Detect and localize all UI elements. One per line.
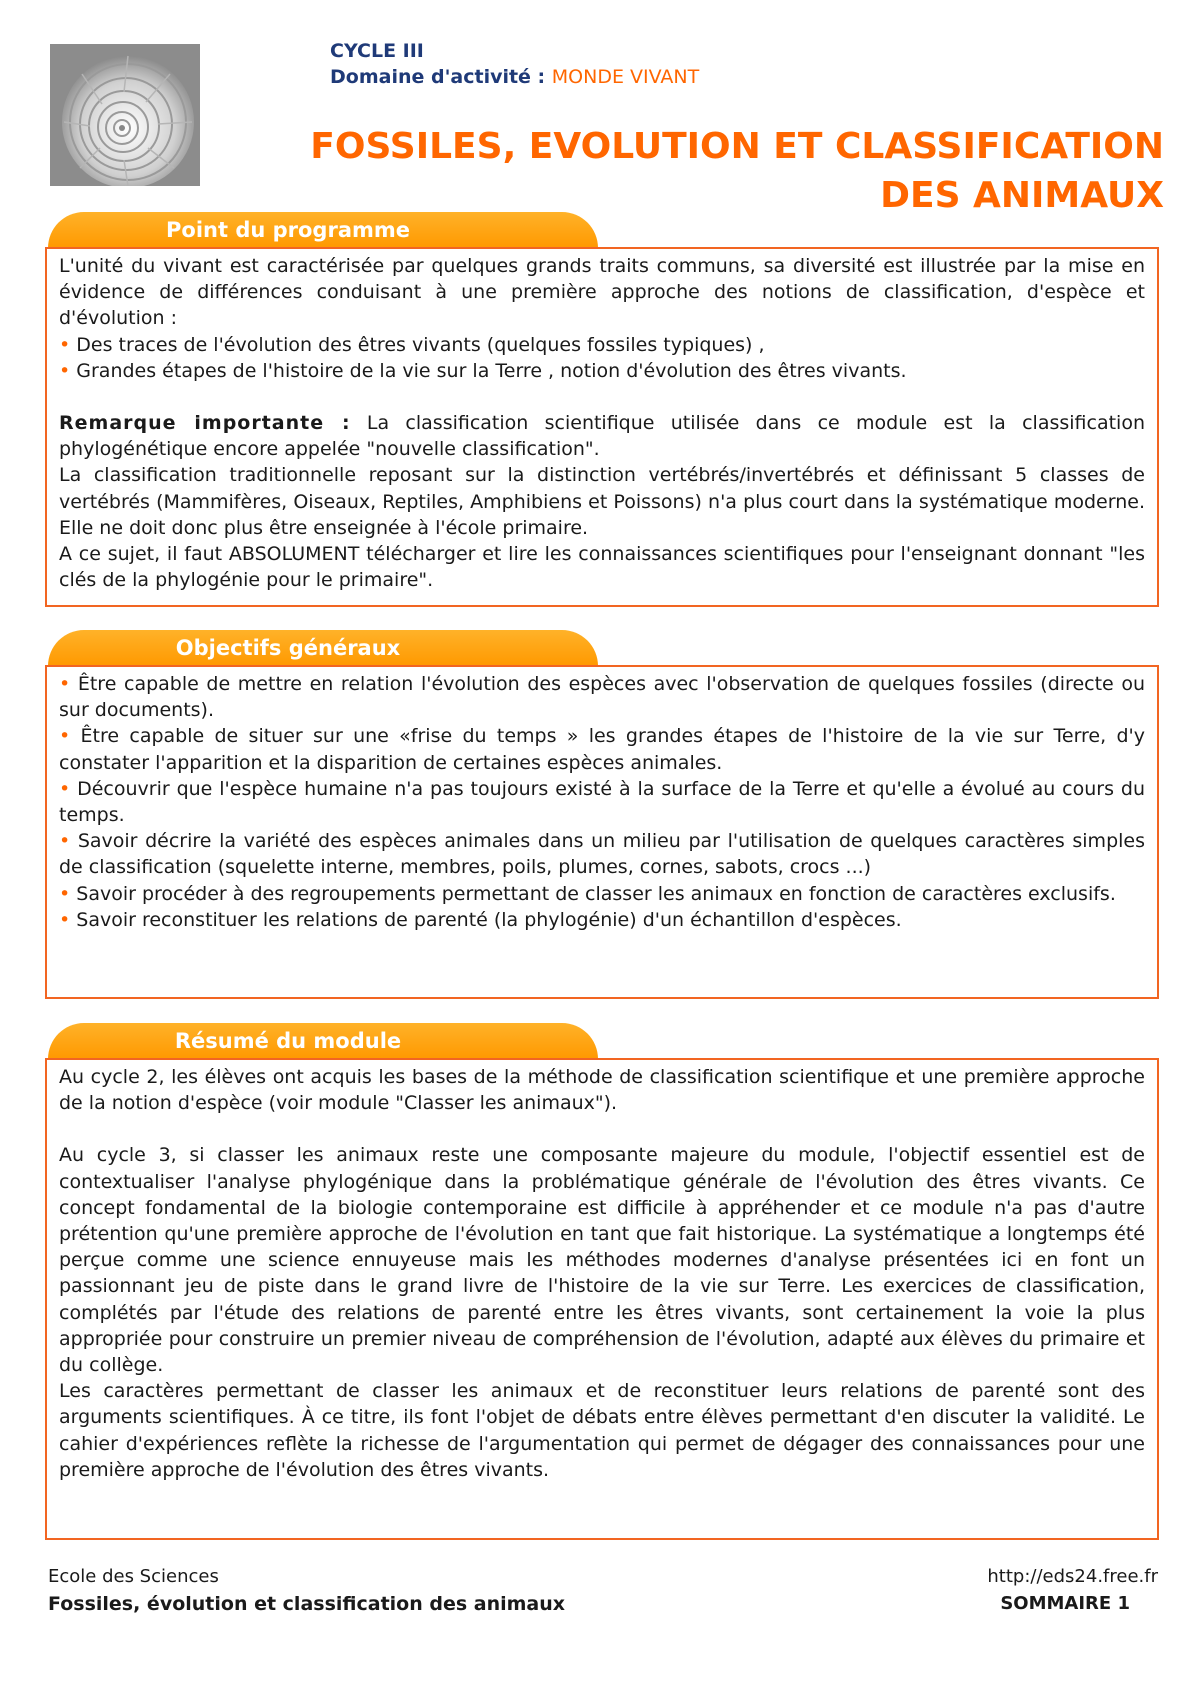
list-item-text: Savoir décrire la variété des espèces animales dans un milieu par l'utilisation de quelques caractères simples de classification (squelette interne, membres, poils, plumes, cornes, sabots, crocs ...) xyxy=(59,830,1145,879)
list-item xyxy=(59,828,1145,880)
spiral-shell-icon xyxy=(50,44,200,186)
bullet: • xyxy=(59,673,71,695)
footer-page: SOMMAIRE 1 xyxy=(1000,1593,1130,1614)
list-item xyxy=(59,723,1145,775)
list-item-text: Découvrir que l'espèce humaine n'a pas toujours existé à la surface de la Terre et qu'elle a évolué au cours du temps. xyxy=(59,777,1145,827)
list-item-text: Être capable de mettre en relation l'évolution des espèces avec l'observation de quelques fossiles (directe ou sur documents). xyxy=(59,673,1146,722)
list-item xyxy=(59,671,1145,723)
section-objectifs xyxy=(45,665,1159,999)
section-programme xyxy=(45,247,1159,607)
list-item xyxy=(59,358,1145,384)
tab-resume-du-module xyxy=(48,1023,598,1059)
footer-doc-title: Fossiles, évolution et classification des animaux xyxy=(48,1593,566,1615)
list-item-text: Savoir procéder à des regroupements permettant de classer les animaux en fonction de caractères exclusifs. xyxy=(76,882,1116,905)
tab-label: Objectifs généraux xyxy=(175,636,401,660)
domain-value: MONDE VIVANT xyxy=(551,66,700,88)
tab-label: Résumé du module xyxy=(174,1029,402,1053)
list-item xyxy=(59,907,1145,933)
domain-line xyxy=(330,66,699,88)
resume-paragraph: Les caractères permettant de classer les animaux et de reconstituer leurs relations de parenté sont des arguments scientifiques. À ce titre, ils font l'objet de débats entre élèves permettant d'en discuter la validité. Le cahier d'expériences reflète la richesse de l'argumentation qui permet de dégager des connaissances pour une première approche de l'évolution des êtres vivants. xyxy=(59,1380,1145,1481)
footer-url[interactable]: http://eds24.free.fr xyxy=(987,1566,1158,1587)
programme-intro: L'unité du vivant est caractérisée par quelques grands traits communs, sa diversité est illustrée par la mise en évidence de différences conduisant à une première approche des notions de classification, d'espèce et d'évolution : xyxy=(59,255,1145,330)
resume-paragraph: Au cycle 3, si classer les animaux reste une composante majeure du module, l'objectif essentiel est de contextualiser l'analyse phylogénique dans la problématique générale de l'évolution des êtres vivants. Ce concept fondamental de la biologie contemporaine est difficile à appréhender et ce module n'a pas d'autre prétention qu'une première approche de l'évolution en tant que fait historique. La systématique a longtemps été perçue comme une science ennuyeuse mais les méthodes modernes d'analyse présentées ici en font un passionnant jeu de piste dans le grand livre de l'histoire de la vie sur Terre. Les exercices de classification, complétés par l'étude des relations de parenté entre les êtres vivants, sont certainement la voie la plus appropriée pour construire un premier niveau de compréhension de l'évolution, adapté aux élèves du primaire et du collège. xyxy=(59,1144,1145,1377)
remark-text: La classification scientifique utilisée dans ce module est la classification phylogénétique encore appelée "nouvelle classification". xyxy=(59,412,1145,461)
programme-paragraph: A ce sujet, il faut ABSOLUMENT télécharger et lire les connaissances scientifiques pour l'enseignant donnant "les clés de la phylogénie pour le primaire". xyxy=(59,543,1145,592)
page-title xyxy=(264,122,1164,220)
bullet: • xyxy=(59,725,71,748)
list-item-text: Être capable de situer sur une «frise du temps » les grandes étapes de l'histoire de la vie sur Terre, d'y constater l'apparition et la disparition de certaines espèces animales. xyxy=(59,725,1145,774)
bullet: • xyxy=(59,908,71,931)
domain-label: Domaine d'activité : xyxy=(330,66,552,88)
list-item-text: Savoir reconstituer les relations de parenté (la phylogénie) d'un échantillon d'espèces. xyxy=(76,908,902,931)
resume-paragraph: Au cycle 2, les élèves ont acquis les bases de la méthode de classification scientifique et une première approche de la notion d'espèce (voir module "Classer les animaux"). xyxy=(59,1066,1145,1115)
remark-paragraph xyxy=(59,410,1145,462)
footer-org: Ecole des Sciences xyxy=(48,1566,219,1587)
bullet: • xyxy=(59,777,71,800)
bullet: • xyxy=(59,830,71,853)
bullet: • xyxy=(59,882,71,905)
programme-paragraph: La classification traditionnelle reposant sur la distinction vertébrés/invertébrés et définissant 5 classes de vertébrés (Mammifères, Oiseaux, Reptiles, Amphibiens et Poissons) n'a plus court dans la systématique moderne. Elle ne doit donc plus être enseignée à l'école primaire. xyxy=(59,464,1145,539)
tab-point-du-programme xyxy=(48,212,598,248)
title-line-2: DES ANIMAUX xyxy=(880,175,1164,216)
section-resume xyxy=(45,1058,1159,1540)
tab-objectifs-generaux xyxy=(48,630,598,666)
remark-label: Remarque importante : xyxy=(59,412,351,435)
title-line-1: FOSSILES, EVOLUTION ET CLASSIFICATION xyxy=(310,126,1164,167)
cycle-label: CYCLE III xyxy=(330,40,424,62)
bullet: • xyxy=(59,359,71,382)
list-item xyxy=(59,332,1145,358)
list-item xyxy=(59,776,1145,828)
tab-label: Point du programme xyxy=(166,218,410,242)
list-item-text: Grandes étapes de l'histoire de la vie sur la Terre , notion d'évolution des êtres vivants. xyxy=(76,359,907,382)
list-item-text: Des traces de l'évolution des êtres vivants (quelques fossiles typiques) , xyxy=(76,333,765,356)
list-item xyxy=(59,881,1145,907)
bullet: • xyxy=(59,333,71,356)
